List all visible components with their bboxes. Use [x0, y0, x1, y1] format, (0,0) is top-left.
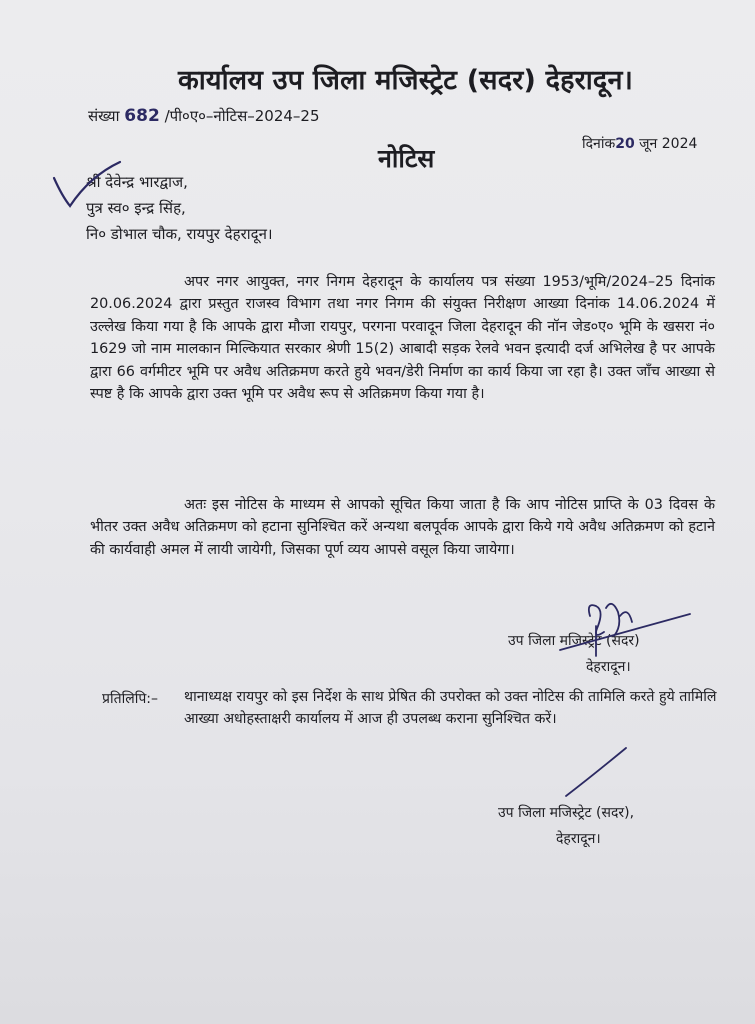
signatory-place: देहरादून। — [586, 659, 631, 675]
addressee-address: नि० डोभाल चौक, रायपुर देहरादून। — [86, 225, 273, 243]
notice-heading: नोटिस — [378, 144, 435, 173]
addressee-name: श्री देवेन्द्र भारद्वाज, — [86, 173, 188, 191]
signature-block-1 — [508, 628, 640, 680]
addressee-parent: पुत्र स्व० इन्द्र सिंह, — [86, 199, 186, 217]
copy-label: प्रतिलिपि:– — [102, 691, 158, 707]
signatory-designation: उप जिला मजिस्ट्रेट (सदर) — [508, 633, 640, 649]
signatory-designation-2: उप जिला मजिस्ट्रेट (सदर), — [498, 805, 635, 821]
date-suffix: जून 2024 — [639, 136, 698, 152]
body-paragraph-2: अतः इस नोटिस के माध्यम से आपको सूचित किया जाता है कि आप नोटिस प्राप्ति के 03 दिवस के भीतर उक्त अवैध अतिक्रमण को हटाना सुनिश्चित करें अन्यथा बलपूर्वक आपके द्वारा किये गये अवैध अतिक्रमण को हटाने की कार्यवाही अमल में लायी जायेगी, जिसका पूर्ण व्यय आपसे वसूल किया जायेगा। — [90, 497, 715, 558]
signatory-place-2: देहरादून। — [556, 831, 601, 847]
handwritten-signature-2-icon — [566, 748, 626, 796]
reference-number — [88, 106, 320, 126]
handwritten-date-day: 20 — [615, 136, 635, 152]
ref-prefix: संख्या — [88, 107, 120, 125]
date-prefix: दिनांक — [582, 136, 616, 152]
notice-date — [582, 134, 697, 153]
body-paragraph-1: अपर नगर आयुक्त, नगर निगम देहरादून के कार्यालय पत्र संख्या 1953/भूमि/2024–25 दिनांक 20.06.2024 द्वारा प्रस्तुत राजस्व विभाग तथा नगर निगम की संयुक्त निरीक्षण आख्या दिनांक 14.06.2024 में उल्लेख किया गया है कि आपके द्वारा मौजा रायपुर, परगना परवादून जिला देहरादून की नॉन जेड०ए० भूमि के खसरा नं० 1629 जो नाम मालकान मिल्कियात सरकार श्रेणी 15(2) आबादी सड़क रेलवे भवन इत्यादी दर्ज अभिलेख है पर आपके द्वारा 66 वर्गमीटर भूमि पर अवैध अतिक्रमण करते हुये भवन/डेरी निर्माण का कार्य किया जा रहा है। उक्त जाँच आख्या से स्पष्ट है कि आपके द्वारा उक्त भूमि पर अवैध रूप से अतिक्रमण किया गया है। — [90, 274, 715, 403]
copy-text: थानाध्यक्ष रायपुर को इस निर्देश के साथ प्रेषित की उपरोक्त को उक्त नोटिस की तामिलि करते हुये तामिलि आख्या अधोहस्ताक्षरी कार्यालय में आज ही उपलब्ध कराना सुनिश्चित करें। — [184, 689, 717, 727]
ref-suffix: /पी०ए०–नोटिस–2024–25 — [164, 107, 320, 125]
handwritten-ref-number: 682 — [124, 106, 160, 126]
signature-block-2 — [498, 800, 634, 852]
office-title: कार्यालय उप जिला मजिस्ट्रेट (सदर) देहरादून। — [178, 65, 634, 96]
